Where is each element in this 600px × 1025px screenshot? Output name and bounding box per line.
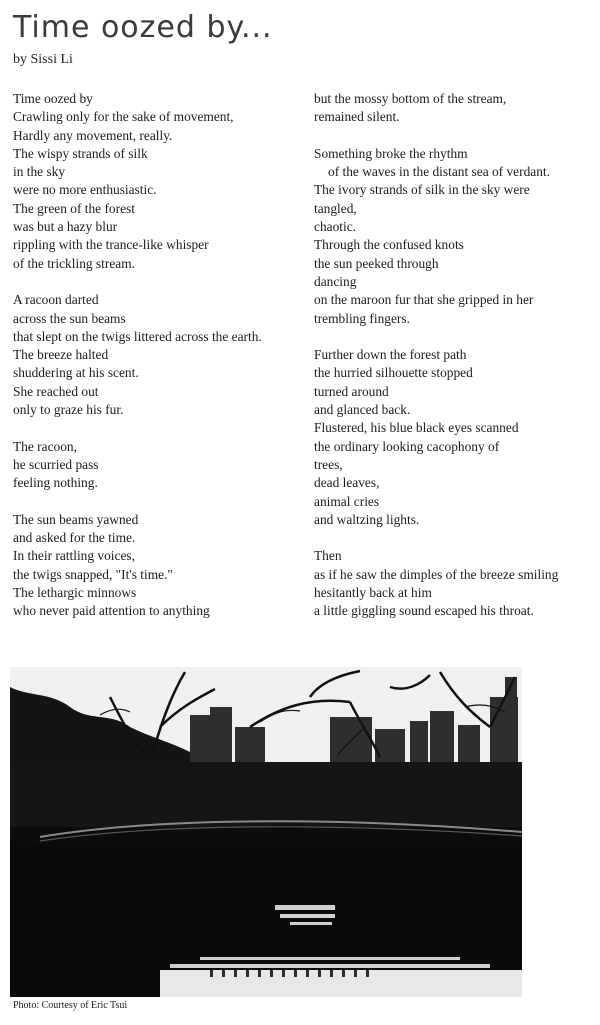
poem-line: a little giggling sound escaped his throat. bbox=[314, 603, 534, 619]
poem-line: on the maroon fur that she gripped in her bbox=[314, 292, 534, 308]
poem-column-left bbox=[13, 90, 303, 639]
poem-line: Crawling only for the sake of movement, bbox=[13, 109, 234, 125]
poem-line: The green of the forest bbox=[13, 200, 135, 216]
stanza bbox=[13, 511, 303, 621]
poem-line: In their rattling voices, bbox=[13, 548, 135, 564]
poem-line: tangled, bbox=[314, 200, 357, 216]
poem-line: trees, bbox=[314, 456, 343, 472]
poem-line: shuddering at his scent. bbox=[13, 365, 139, 381]
poem-line: Through the confused knots bbox=[314, 237, 464, 253]
photo-caption: Photo: Courtesy of Eric Tsui bbox=[13, 1000, 128, 1011]
stanza bbox=[314, 145, 599, 328]
poem-line: he scurried pass bbox=[13, 456, 99, 472]
poem-line: The racoon, bbox=[13, 438, 77, 454]
photo bbox=[10, 667, 522, 997]
poem-line: of the trickling stream. bbox=[13, 255, 135, 271]
poem-line: Something broke the rhythm bbox=[314, 145, 468, 161]
poem-line: rippling with the trance-like whisper bbox=[13, 237, 209, 253]
stanza bbox=[13, 438, 303, 493]
poem-line: who never paid attention to anything bbox=[13, 603, 210, 619]
poem-line: of the waves in the distant sea of verdant. bbox=[328, 164, 550, 180]
poem-line: remained silent. bbox=[314, 109, 400, 125]
poem-line: The ivory strands of silk in the sky were bbox=[314, 182, 530, 198]
poem-line: that slept on the twigs littered across the earth. bbox=[13, 328, 262, 344]
poem-line: only to graze his fur. bbox=[13, 402, 124, 418]
poem-line: turned around bbox=[314, 383, 389, 399]
poem-line: The sun beams yawned bbox=[13, 511, 139, 527]
poem-line: Further down the forest path bbox=[314, 347, 467, 363]
poem-line: Then bbox=[314, 548, 342, 564]
poem-line: the ordinary looking cacophony of bbox=[314, 438, 500, 454]
stanza bbox=[13, 291, 303, 419]
poem-line: and glanced back. bbox=[314, 402, 411, 418]
stanza bbox=[314, 346, 599, 529]
poem-line: as if he saw the dimples of the breeze smiling bbox=[314, 566, 559, 582]
poem-line: the sun peeked through bbox=[314, 255, 439, 271]
poem-line: Time oozed by bbox=[13, 91, 93, 106]
poem-line: The wispy strands of silk bbox=[13, 145, 148, 161]
author-byline: by Sissi Li bbox=[13, 52, 73, 67]
poem-line: The breeze halted bbox=[13, 347, 109, 363]
poem-line: was but a hazy blur bbox=[13, 219, 118, 235]
stanza bbox=[314, 90, 599, 127]
poem-line: She reached out bbox=[13, 383, 99, 399]
poem-line: were no more enthusiastic. bbox=[13, 182, 157, 198]
poem-line: feeling nothing. bbox=[13, 475, 98, 491]
stanza bbox=[314, 547, 599, 620]
poem-line: chaotic. bbox=[314, 219, 357, 235]
poem-line: hesitantly back at him bbox=[314, 585, 432, 601]
poem-line: but the mossy bottom of the stream, bbox=[314, 91, 507, 106]
poem-column-right bbox=[314, 90, 599, 639]
poem-line: the hurried silhouette stopped bbox=[314, 365, 473, 381]
poem-line: A racoon darted bbox=[13, 292, 99, 308]
poem-line: and waltzing lights. bbox=[314, 511, 420, 527]
poem-line: the twigs snapped, "It's time." bbox=[13, 566, 173, 582]
poem-line: Flustered, his blue black eyes scanned bbox=[314, 420, 519, 436]
poem-line: in the sky bbox=[13, 164, 66, 180]
poem-title: Time oozed by... bbox=[13, 10, 273, 45]
poem-line: dancing bbox=[314, 273, 357, 289]
poem-line: and asked for the time. bbox=[13, 530, 136, 546]
stanza bbox=[13, 90, 303, 273]
poem-line: across the sun beams bbox=[13, 310, 126, 326]
poem-line: animal cries bbox=[314, 493, 380, 509]
park-lake-photo bbox=[10, 667, 522, 997]
poem-line: dead leaves, bbox=[314, 475, 380, 491]
poem-line: Hardly any movement, really. bbox=[13, 127, 173, 143]
poem-line: trembling fingers. bbox=[314, 310, 410, 326]
poem-line: The lethargic minnows bbox=[13, 585, 137, 601]
